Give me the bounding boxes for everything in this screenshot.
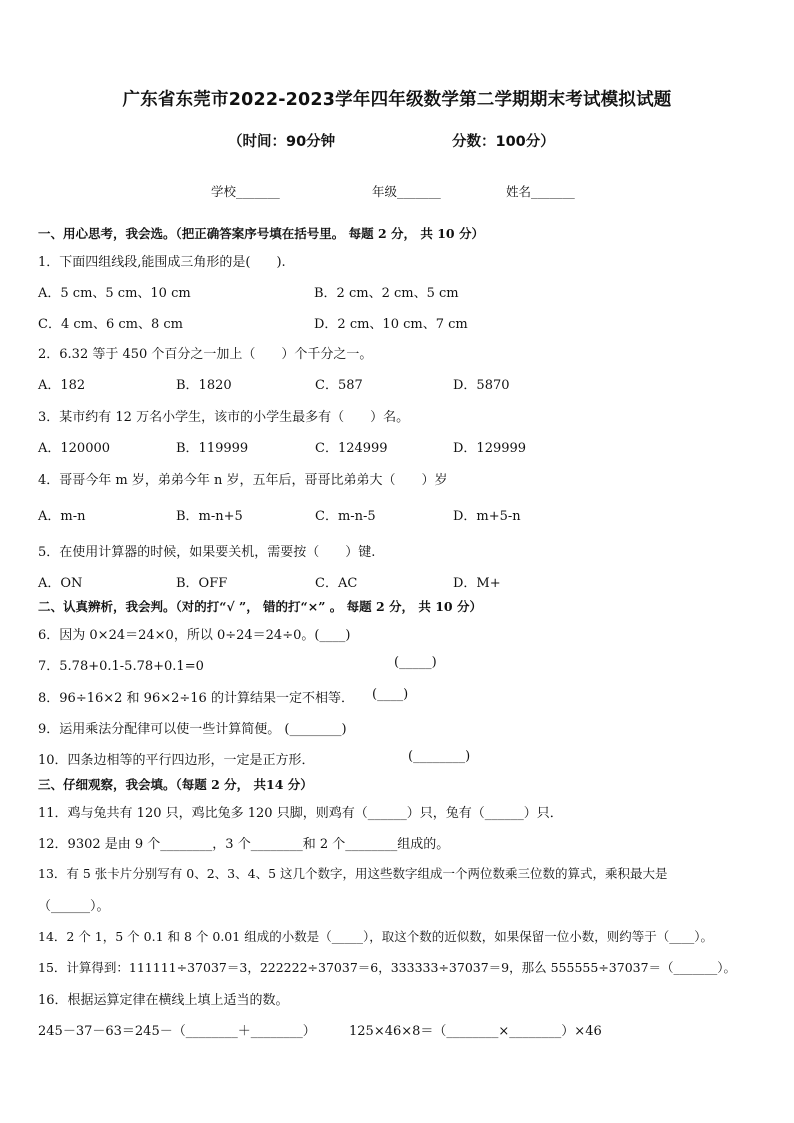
question-3: 3．某市约有 12 万名小学生，该市的小学生最多有（ ）名。 bbox=[38, 410, 410, 425]
question-8-blank: (____) bbox=[372, 687, 409, 702]
q2-option-b: B．1820 bbox=[176, 378, 232, 393]
q5-option-b: B．OFF bbox=[176, 576, 228, 591]
question-7: 7．5.78+0.1-5.78+0.1=0 bbox=[38, 659, 204, 674]
q2-option-d: D．5870 bbox=[453, 378, 510, 393]
question-1: 1．下面四组线段,能围成三角形的是( ). bbox=[38, 255, 286, 270]
question-11: 11．鸡与兔共有 120 只，鸡比兔多 120 只脚，则鸡有（______）只，兔有（______）只． bbox=[38, 806, 563, 821]
section-2-heading: 二、认真辨析，我会判。（对的打“√ ”， 错的打“×” 。 每题 2 分， 共 10 分） bbox=[38, 599, 482, 614]
question-2: 2．6.32 等于 450 个百分之一加上（ ）个千分之一。 bbox=[38, 347, 373, 362]
section-3-heading: 三、仔细观察，我会填。（每题 2 分， 共14 分） bbox=[38, 777, 313, 792]
q5-option-c: C．AC bbox=[315, 576, 358, 591]
question-5: 5．在使用计算器的时候，如果要关机，需要按（ ）键. bbox=[38, 545, 376, 560]
q1-option-c: C．4 cm、6 cm、8 cm bbox=[38, 317, 183, 332]
name-field: 姓名_______ bbox=[506, 184, 575, 199]
question-6: 6．因为 0×24＝24×0，所以 0÷24＝24÷0。(____) bbox=[38, 628, 351, 643]
exam-title: 广东省东莞市2022-2023学年四年级数学第二学期期末考试模拟试题 bbox=[122, 90, 672, 110]
question-13-blank: （______）。 bbox=[38, 899, 110, 914]
question-13: 13．有 5 张卡片分别写有 0、2、3、4、5 这几个数字，用这些数字组成一个两位数乘三位数的算式，乘积最大是 bbox=[38, 866, 668, 881]
q1-option-a: A．5 cm、5 cm、10 cm bbox=[38, 286, 191, 301]
question-10: 10．四条边相等的平行四边形，一定是正方形． bbox=[38, 753, 315, 768]
question-8: 8．96÷16×2 和 96×2÷16 的计算结果一定不相等． bbox=[38, 691, 354, 706]
q1-option-b: B．2 cm、2 cm、5 cm bbox=[314, 286, 459, 301]
question-14: 14．2 个 1，5 个 0.1 和 8 个 0.01 组成的小数是（_____），取这个数的近似数，如果保留一位小数，则约等于（____）。 bbox=[38, 929, 713, 944]
q5-option-d: D．M+ bbox=[453, 576, 501, 591]
q3-option-b: B．119999 bbox=[176, 441, 249, 456]
question-4: 4．哥哥今年 m 岁，弟弟今年 n 岁，五年后，哥哥比弟弟大（ ）岁 bbox=[38, 473, 448, 488]
question-7-blank: (_____) bbox=[394, 655, 437, 670]
exam-time: （时间：90分钟 bbox=[228, 134, 336, 150]
q2-option-a: A．182 bbox=[38, 378, 86, 393]
question-9: 9．运用乘法分配律可以使一些计算简便。 (________) bbox=[38, 722, 347, 737]
q3-option-c: C．124999 bbox=[315, 441, 388, 456]
question-16-part-a: 245－37－63＝245－（________＋________） bbox=[38, 1024, 316, 1039]
question-15: 15．计算得到：111111÷37037＝3，222222÷37037＝6，333333÷37037＝9，那么 555555÷37037＝（_______）。 bbox=[38, 960, 737, 975]
question-12: 12．9302 是由 9 个________，3 个________和 2 个________组成的。 bbox=[38, 837, 450, 852]
question-16: 16．根据运算定律在横线上填上适当的数。 bbox=[38, 993, 289, 1008]
q3-option-d: D．129999 bbox=[453, 441, 527, 456]
q1-option-d: D．2 cm、10 cm、7 cm bbox=[314, 317, 468, 332]
school-field: 学校_______ bbox=[211, 184, 280, 199]
exam-score: 分数：100分） bbox=[452, 134, 555, 150]
q3-option-a: A．120000 bbox=[38, 441, 111, 456]
question-10-blank: (________) bbox=[408, 749, 471, 764]
q4-option-d: D．m+5-n bbox=[453, 509, 521, 524]
q4-option-a: A．m-n bbox=[38, 509, 86, 524]
q4-option-b: B．m-n+5 bbox=[176, 509, 243, 524]
q4-option-c: C．m-n-5 bbox=[315, 509, 376, 524]
q5-option-a: A．ON bbox=[38, 576, 83, 591]
section-1-heading: 一、用心思考，我会选。（把正确答案序号填在括号里。 每题 2 分， 共 10 分） bbox=[38, 226, 484, 241]
grade-field: 年级_______ bbox=[372, 184, 441, 199]
q2-option-c: C．587 bbox=[315, 378, 363, 393]
question-16-part-b: 125×46×8＝（________×________）×46 bbox=[349, 1024, 602, 1039]
